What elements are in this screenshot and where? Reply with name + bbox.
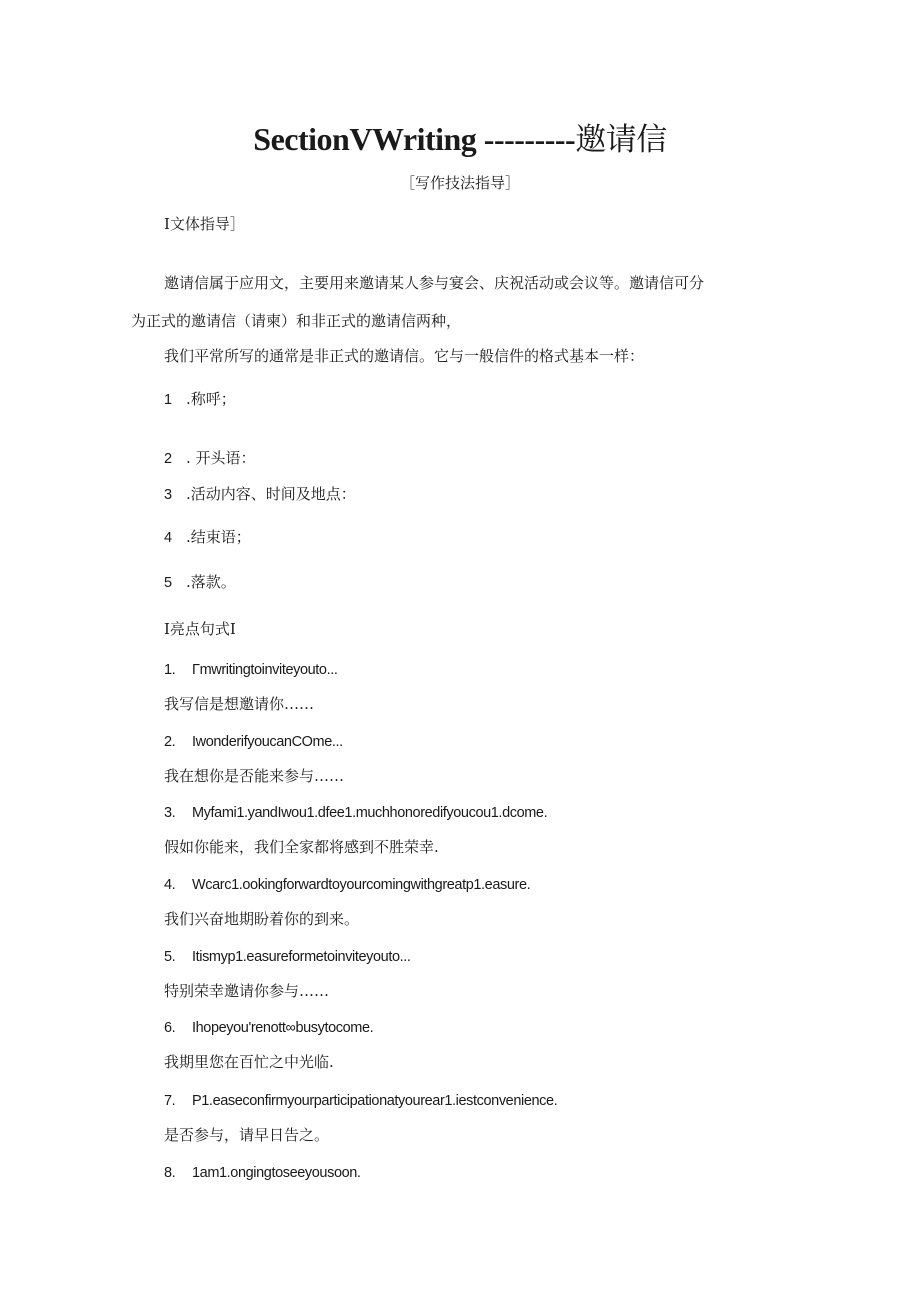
sentence-number: 6.: [164, 1020, 176, 1036]
format-item-text: .活动内容、时间及地点：: [186, 485, 356, 503]
sentence-chinese: 我期里您在百忙之中光临.: [164, 1053, 334, 1071]
sentence-english-text: Itismyp1.easureformetoinviteyouto...: [192, 949, 411, 965]
format-item-text: .称呼；: [186, 390, 236, 408]
sentence-number: 5.: [164, 949, 176, 965]
sentence-chinese: 是否参与，请早日告之。: [164, 1126, 330, 1144]
section-heading-key-sentences: I亮点句式I: [164, 620, 236, 638]
sentence-english-text: IwonderifyoucanCOme...: [192, 734, 343, 750]
format-item-text: .结束语；: [186, 528, 251, 546]
sentence-english-text: P1.easeconfirmyourparticipationatyourear1.iestconvenience.: [192, 1093, 558, 1109]
sentence-english: [164, 662, 337, 678]
format-item-number: 1: [164, 392, 173, 408]
sentence-number: 7.: [164, 1093, 176, 1109]
sentence-english: [164, 734, 343, 750]
format-list-item: [164, 483, 356, 504]
intro-paragraph-line-3: 我们平常所写的通常是非正式的邀请信。它与一般信件的格式基本一样：: [164, 347, 645, 365]
format-item-number: 4: [164, 530, 173, 546]
sentence-number: 4.: [164, 877, 176, 893]
sentence-number: 3.: [164, 805, 176, 821]
format-item-number: 3: [164, 487, 173, 503]
intro-paragraph-line-1: 邀请信属于应用文，主要用来邀请某人参与宴会、庆祝活动或会议等。邀请信可分: [164, 274, 705, 292]
sentence-english: [164, 805, 547, 821]
sentence-english: [164, 1093, 557, 1109]
section-heading-style-guide: I文体指导］: [164, 215, 245, 233]
sentence-chinese: 特别荣幸邀请你参与……: [164, 982, 330, 1000]
format-item-number: 2: [164, 451, 173, 467]
format-list-item: [164, 447, 256, 468]
sentence-number: 2.: [164, 734, 176, 750]
sentence-chinese: 我在想你是否能来参与……: [164, 767, 345, 785]
sentence-english-text: 1am1.ongingtoseeyousoon.: [192, 1165, 361, 1181]
format-item-text: .落款。: [186, 573, 236, 591]
subtitle: ［写作技法指导］: [399, 174, 520, 192]
sentence-english-text: Ihopeyou'renott∞busytocome.: [192, 1020, 374, 1036]
sentence-number: 8.: [164, 1165, 176, 1181]
sentence-english-text: Γmwritingtoinviteyouto...: [192, 662, 338, 678]
intro-paragraph-line-2: 为正式的邀请信（请柬）和非正式的邀请信两种，: [131, 312, 462, 330]
sentence-english: [164, 949, 411, 965]
title-chinese: 邀请信: [575, 122, 667, 158]
page-title: [0, 114, 920, 159]
sentence-english-text: Wcarc1.ookingforwardtoyourcomingwithgreatp1.easure.: [192, 877, 531, 893]
format-list-item: [164, 526, 251, 547]
sentence-chinese: 我写信是想邀请你……: [164, 695, 315, 713]
sentence-english: [164, 877, 530, 893]
format-item-number: 5: [164, 575, 173, 591]
sentence-english: [164, 1165, 361, 1181]
sentence-english-text: Myfami1.yandIwou1.dfee1.muchhonoredifyoucou1.dcome.: [192, 805, 548, 821]
format-list-item: [164, 571, 236, 592]
sentence-english: [164, 1020, 373, 1036]
format-list-item: [164, 388, 236, 409]
format-item-text: . 开头语：: [186, 449, 256, 467]
sentence-chinese: 假如你能来，我们全家都将感到不胜荣幸.: [164, 838, 439, 856]
sentence-number: 1.: [164, 662, 176, 678]
title-english: SectionVWriting ---------: [253, 121, 576, 157]
sentence-chinese: 我们兴奋地期盼着你的到来。: [164, 910, 360, 928]
